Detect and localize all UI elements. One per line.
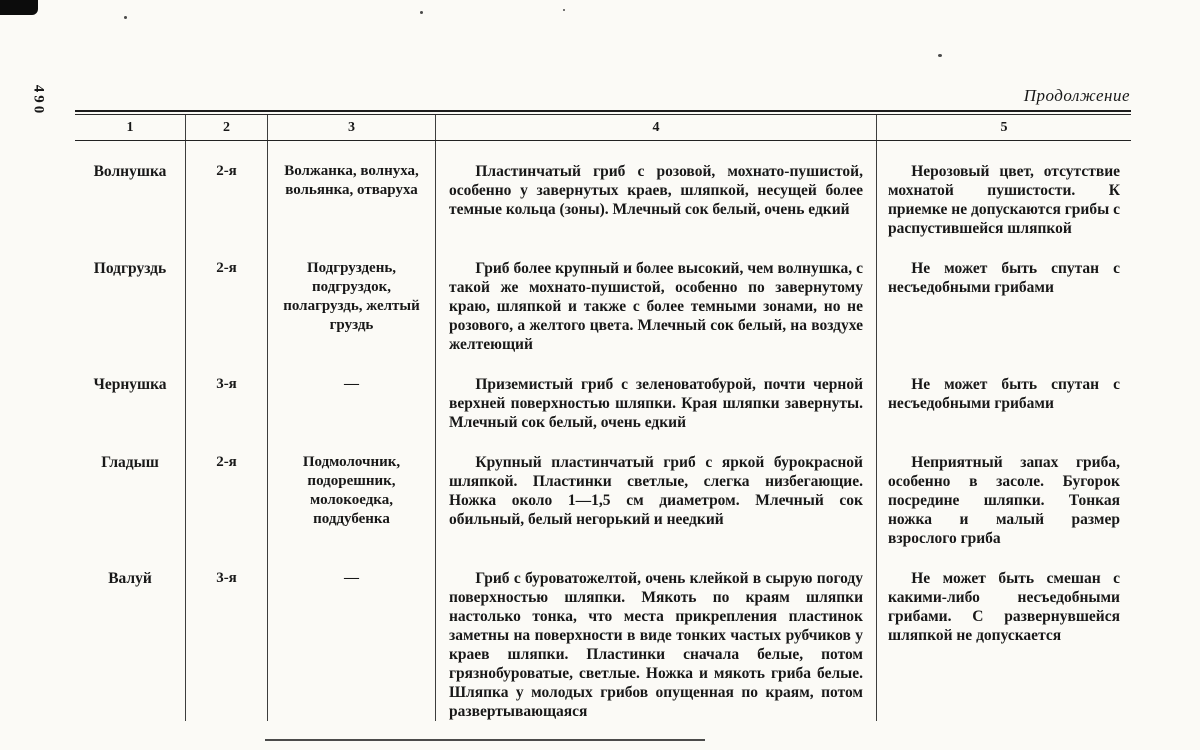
mushroom-name: Подгруздь <box>93 260 167 277</box>
notes-cell: Не может быть спутан с несъедобными грибами <box>876 354 1131 432</box>
notes-cell: Нерозовый цвет, отсутствие мохнатой пушистости. К приемке не допускаются грибы с распустившейся шляпкой <box>876 141 1131 238</box>
grade-cell: 2-я <box>185 141 267 238</box>
mushroom-name: Валуй <box>108 570 152 587</box>
mushroom-name: Волнушка <box>93 163 167 180</box>
table-row <box>75 354 1131 432</box>
description-cell: Приземистый гриб с зеленоватобурой, почти черной верхней поверхностью шляпки. Края шляпки завернуты. Млечный сок белый, очень едкий <box>435 354 876 432</box>
column-number-4: 4 <box>435 115 876 140</box>
column-number-1: 1 <box>126 120 134 135</box>
mushroom-name: Гладыш <box>101 454 159 471</box>
description-cell: Гриб более крупный и более высокий, чем волнушка, с такой же мохнато-пушистой, особенно по завернутому краю, шляпкой и также с более темными зонами, но не розового, а желтого цвета. Млечный сок белый, на воздухе желтеющий <box>435 238 876 354</box>
notes-cell: Не может быть спутан с несъедобными грибами <box>876 238 1131 354</box>
grade-cell: 3-я <box>185 354 267 432</box>
scan-artifact-speck <box>938 54 942 57</box>
table-row <box>75 548 1131 721</box>
column-number-2: 2 <box>185 115 267 140</box>
table-row <box>75 141 1131 238</box>
mushroom-name: Чернушка <box>93 376 167 393</box>
column-number-5: 5 <box>876 115 1131 140</box>
column-number-3: 3 <box>267 115 435 140</box>
synonyms-cell: Волжанка, волнуха, вольянка, отваруха <box>267 141 435 238</box>
grade-cell: 3-я <box>185 548 267 721</box>
table-body <box>75 141 1131 721</box>
grade-cell: 2-я <box>185 238 267 354</box>
synonyms-cell: — <box>267 354 435 432</box>
scan-artifact-speck <box>563 9 565 11</box>
table-header-row <box>75 115 1131 141</box>
synonyms-cell: Подгруздень, подгруздок, полагруздь, желтый груздь <box>267 238 435 354</box>
notes-cell: Не может быть смешан с какими-либо несъедобными грибами. С развернувшейся шляпкой не допускается <box>876 548 1131 721</box>
scan-artifact-speck <box>124 16 127 19</box>
synonyms-cell: — <box>267 548 435 721</box>
description-cell: Гриб с буроватожелтой, очень клейкой в сырую погоду поверхностью шляпки. Мякоть по краям шляпки настолько тонка, что места прикрепления пластинок заметны на поверхности в виде тонких частых рубчиков у краев шляпки. Пластинки сначала белые, потом грязнобуроватые, светлые. Ножка и мякоть гриба белые. Шляпка у молодых грибов опущенная по краям, потом развертывающаяся <box>435 548 876 721</box>
notes-cell: Неприятный запах гриба, особенно в засоле. Бугорок посредине шляпки. Тонкая ножка и малый размер взрослого гриба <box>876 432 1131 548</box>
description-cell: Крупный пластинчатый гриб с яркой бурокрасной шляпкой. Пластинки светлые, слегка низбегающие. Ножка около 1—1,5 см диаметром. Млечный сок обильный, белый негорький и неедкий <box>435 432 876 548</box>
page-number: 490 <box>30 84 47 117</box>
synonyms-cell: Подмолочник, подорешник, молокоедка, поддубенка <box>267 432 435 548</box>
continuation-label: Продолжение <box>1023 86 1130 105</box>
grade-cell: 2-я <box>185 432 267 548</box>
scan-artifact-speck <box>420 11 423 14</box>
table-row <box>75 238 1131 354</box>
table-row <box>75 432 1131 548</box>
mushroom-table <box>75 110 1131 721</box>
table-bottom-rule-fragment <box>265 739 705 741</box>
scan-artifact-corner <box>0 0 38 15</box>
description-cell: Пластинчатый гриб с розовой, мохнато-пушистой, особенно у завернутых краев, шляпкой, несущей более темные кольца (зоны). Млечный сок белый, очень едкий <box>435 141 876 238</box>
